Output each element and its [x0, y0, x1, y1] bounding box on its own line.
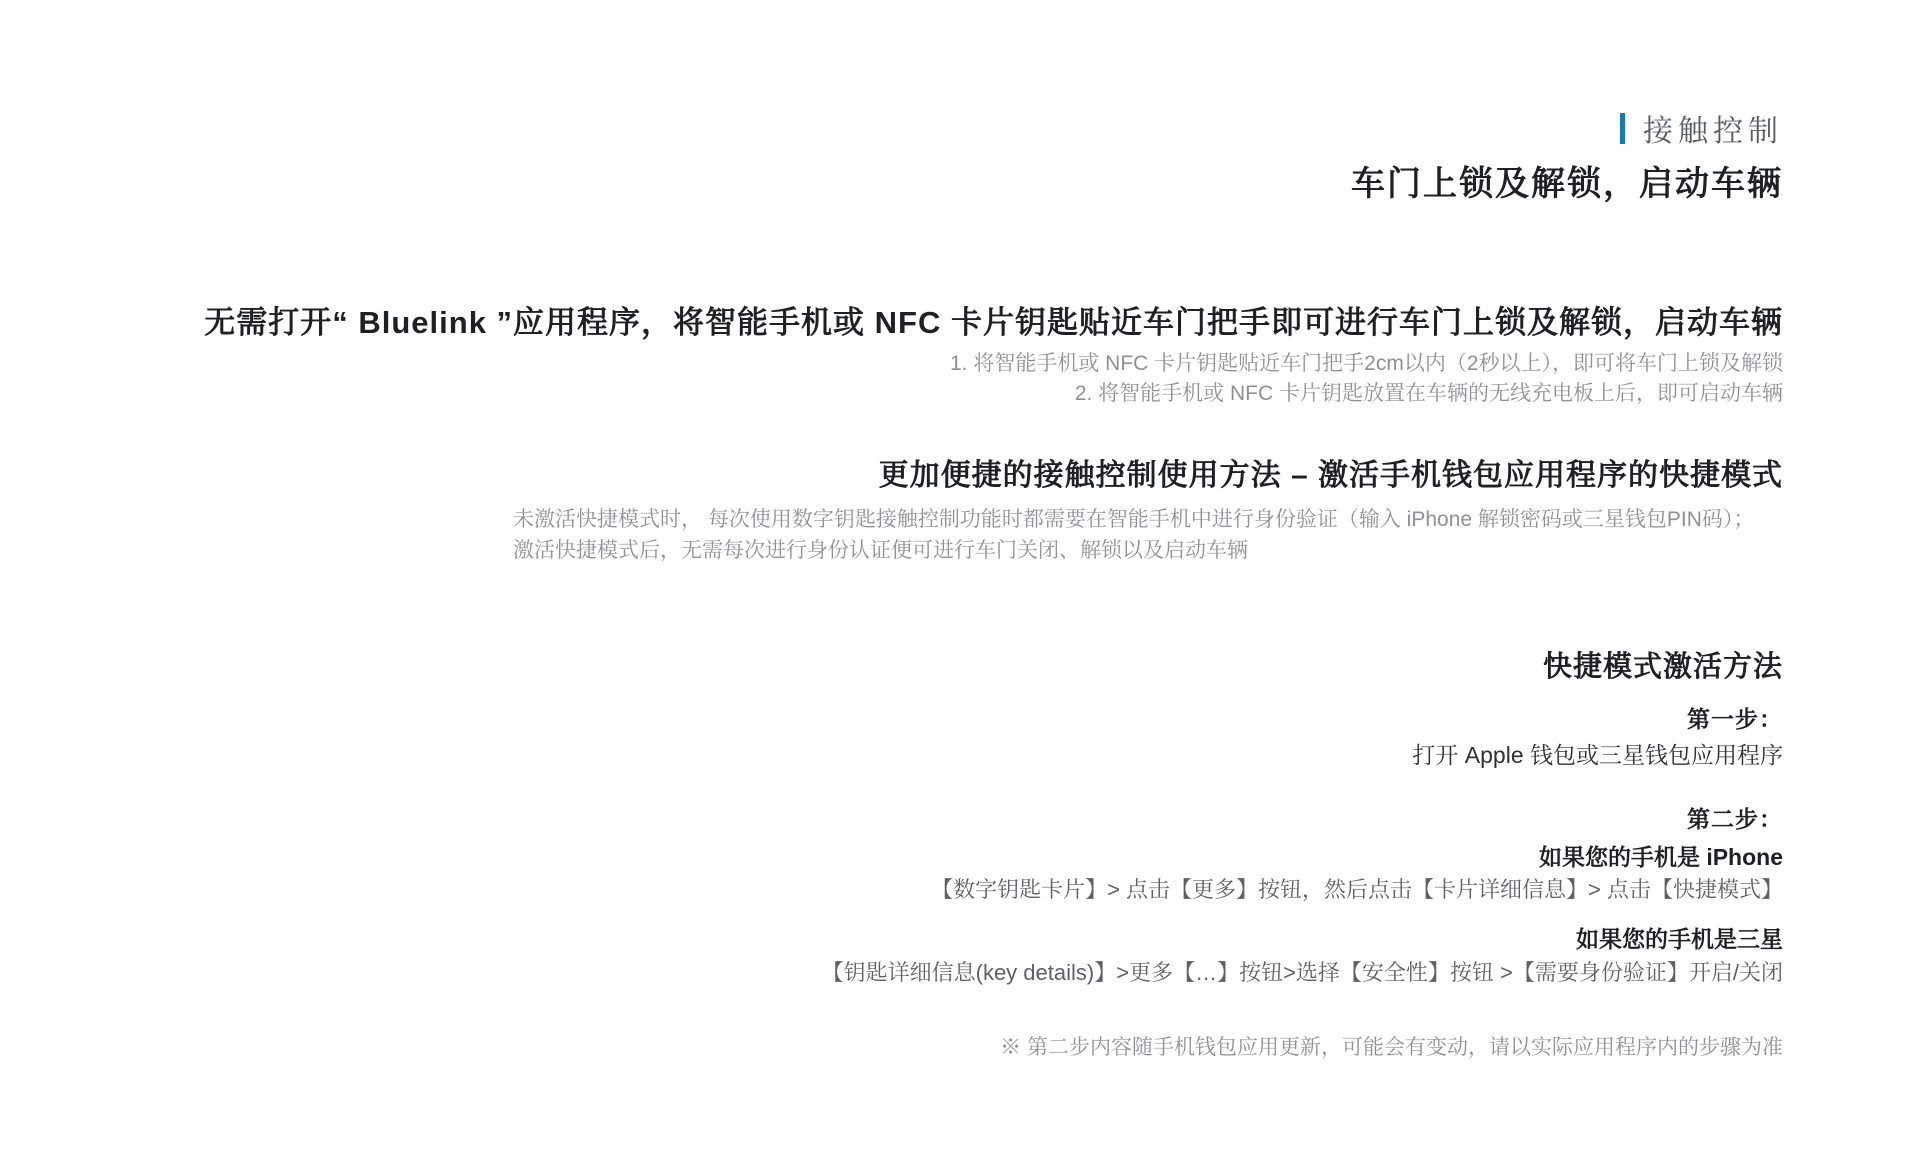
- page-title: 车门上锁及解锁，启动车辆: [1351, 165, 1783, 203]
- intro-step-1: 1. 将智能手机或 NFC 卡片钥匙贴近车门把手2cm以内（2秒以上），即可将车门上锁及解锁: [949, 352, 1783, 375]
- shortcut-mode-description: [513, 504, 1754, 566]
- footnote: ※ 第二步内容随手机钱包应用更新，可能会有变动，请以实际应用程序内的步骤为准: [1000, 1036, 1783, 1059]
- activation-heading: 快捷模式激活方法: [1542, 651, 1783, 683]
- section-tag-label: 接触控制: [1643, 115, 1783, 148]
- activation-step2-label: 第二步：: [1687, 806, 1783, 832]
- shortcut-mode-heading: 更加便捷的接触控制使用方法 – 激活手机钱包应用程序的快捷模式: [878, 459, 1783, 492]
- samsung-steps: 【钥匙详细信息(key details)】>更多【…】按钮>选择【安全性】按钮 >【需要身份验证】开启/关闭: [821, 960, 1783, 985]
- intro-steps-list: [950, 349, 1783, 409]
- accent-bar-icon: [1620, 113, 1625, 144]
- activation-step1-text: 打开 Apple 钱包或三星钱包应用程序: [1412, 742, 1783, 768]
- intro-statement: 无需打开“ Bluelink ”应用程序，将智能手机或 NFC 卡片钥匙贴近车门把手即可进行车门上锁及解锁，启动车辆: [204, 305, 1783, 340]
- intro-step-2: 2. 将智能手机或 NFC 卡片钥匙放置在车辆的无线充电板上后，即可启动车辆: [1074, 382, 1783, 405]
- iphone-heading: 如果您的手机是 iPhone: [1538, 844, 1783, 870]
- shortcut-desc-line-1: 未激活快捷模式时， 每次使用数字钥匙接触控制功能时都需要在智能手机中进行身份验证（输入 iPhone 解锁密码或三星钱包PIN码）；: [513, 508, 1755, 531]
- samsung-heading: 如果您的手机是三星: [1576, 926, 1783, 952]
- activation-step1-label: 第一步：: [1687, 706, 1783, 732]
- iphone-steps: 【数字钥匙卡片】> 点击【更多】按钮，然后点击【卡片详细信息】> 点击【快捷模式】: [931, 877, 1783, 902]
- shortcut-desc-line-2: 激活快捷模式后，无需每次进行身份认证便可进行车门关闭、解锁以及启动车辆: [513, 539, 1248, 562]
- section-tag: [1620, 106, 1783, 150]
